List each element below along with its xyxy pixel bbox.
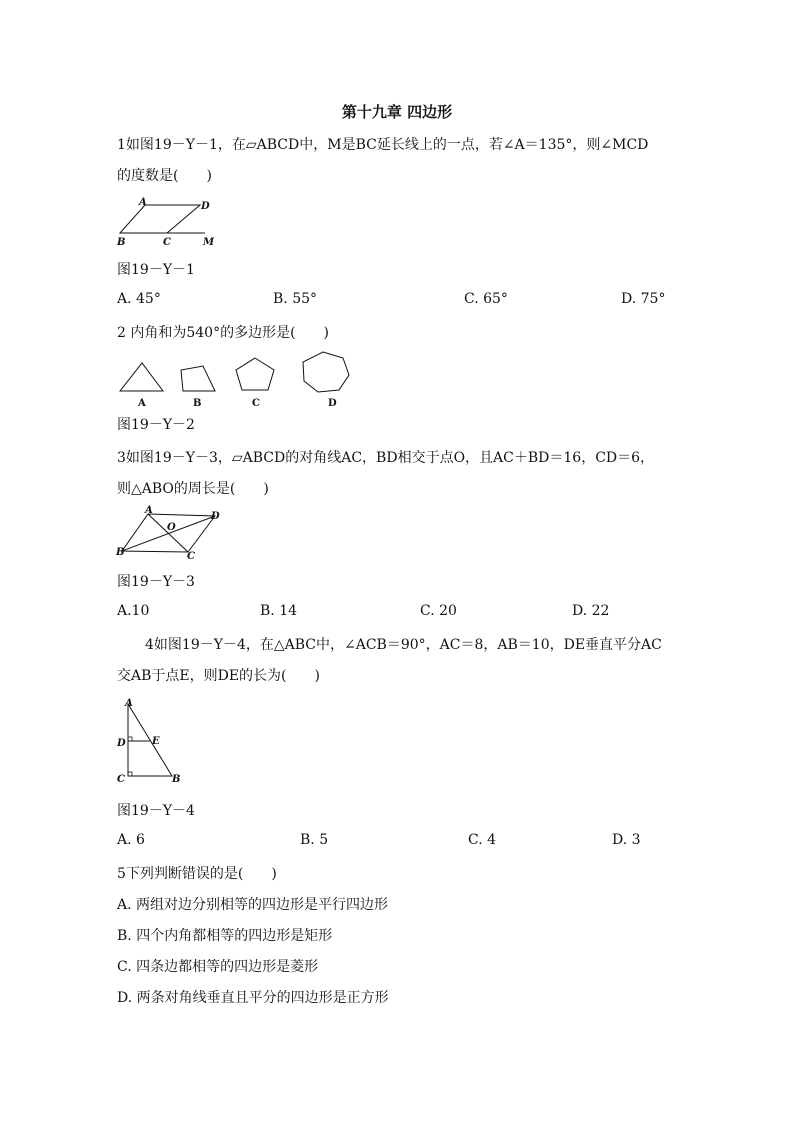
q1-text-line2: 的度数是( ) bbox=[117, 168, 212, 184]
q2-label-c: C bbox=[252, 398, 260, 409]
q2-figure-polygons bbox=[115, 348, 360, 410]
q2-figure-caption: 图19－Y－2 bbox=[117, 417, 195, 433]
q4-text-line1: 4如图19－Y－4，在△ABC中，∠ACB＝90°，AC＝8，AB＝10，DE垂直平分AC bbox=[145, 637, 662, 653]
q1-label-m: M bbox=[203, 237, 215, 248]
q5-option-b: B. 四个内角都相等的四边形是矩形 bbox=[117, 928, 333, 944]
q3-option-b: B. 14 bbox=[260, 603, 298, 619]
q4-text-line2: 交AB于点E，则DE的长为( ) bbox=[117, 668, 320, 684]
q3-label-b: B bbox=[116, 547, 125, 558]
q1-figure-caption: 图19－Y－1 bbox=[117, 262, 195, 278]
q1-label-a: A bbox=[139, 197, 147, 208]
q3-option-a: A.10 bbox=[117, 603, 150, 619]
q3-option-c: C. 20 bbox=[420, 603, 457, 619]
q3-label-c: C bbox=[187, 551, 195, 562]
q3-text-line2: 则△ABO的周长是( ) bbox=[117, 481, 269, 497]
q5-option-c: C. 四条边都相等的四边形是菱形 bbox=[117, 959, 319, 975]
q1-option-a: A. 45° bbox=[117, 291, 161, 307]
q4-label-a: A bbox=[125, 698, 133, 709]
q1-text-line1: 1如图19－Y－1，在▱ABCD中，M是BC延长线上的一点，若∠A＝135°，则∠MCD bbox=[117, 137, 649, 153]
q3-text-line1: 3如图19－Y－3，▱ABCD的对角线AC，BD相交于点O，且AC＋BD＝16，CD＝6， bbox=[117, 450, 655, 466]
page-title: 第十九章 四边形 bbox=[341, 103, 453, 121]
q3-label-a: A bbox=[145, 505, 153, 516]
q1-option-b: B. 55° bbox=[273, 291, 318, 307]
q4-option-d: D. 3 bbox=[612, 832, 641, 848]
q4-label-b: B bbox=[172, 774, 181, 785]
q5-option-a: A. 两组对边分别相等的四边形是平行四边形 bbox=[117, 897, 389, 913]
q3-figure-parallelogram bbox=[115, 504, 230, 564]
q4-option-a: A. 6 bbox=[117, 832, 145, 848]
q4-figure-caption: 图19－Y－4 bbox=[117, 803, 195, 819]
q2-label-a: A bbox=[138, 398, 146, 409]
q3-figure-caption: 图19－Y－3 bbox=[117, 574, 195, 590]
q5-text-line1: 5下列判断错误的是( ) bbox=[117, 866, 277, 882]
q1-label-d: D bbox=[201, 201, 210, 212]
q1-figure-parallelogram bbox=[115, 195, 225, 250]
q4-label-e: E bbox=[152, 736, 160, 747]
q2-label-b: B bbox=[193, 398, 202, 409]
q4-option-b: B. 5 bbox=[300, 832, 329, 848]
q2-label-d: D bbox=[328, 398, 337, 409]
q4-label-d: D bbox=[117, 738, 126, 749]
q3-label-o: O bbox=[167, 522, 176, 533]
q3-label-d: D bbox=[211, 511, 220, 522]
q1-option-d: D. 75° bbox=[621, 291, 666, 307]
q2-text-line1: 2 内角和为540°的多边形是( ) bbox=[117, 325, 330, 341]
q5-option-d: D. 两条对角线垂直且平分的四边形是正方形 bbox=[117, 990, 389, 1006]
q4-label-c: C bbox=[117, 774, 125, 785]
q4-option-c: C. 4 bbox=[468, 832, 497, 848]
q1-label-b: B bbox=[117, 237, 126, 248]
q1-label-c: C bbox=[163, 237, 171, 248]
q1-option-c: C. 65° bbox=[464, 291, 508, 307]
q3-option-d: D. 22 bbox=[572, 603, 610, 619]
q4-figure-triangle bbox=[115, 696, 190, 788]
